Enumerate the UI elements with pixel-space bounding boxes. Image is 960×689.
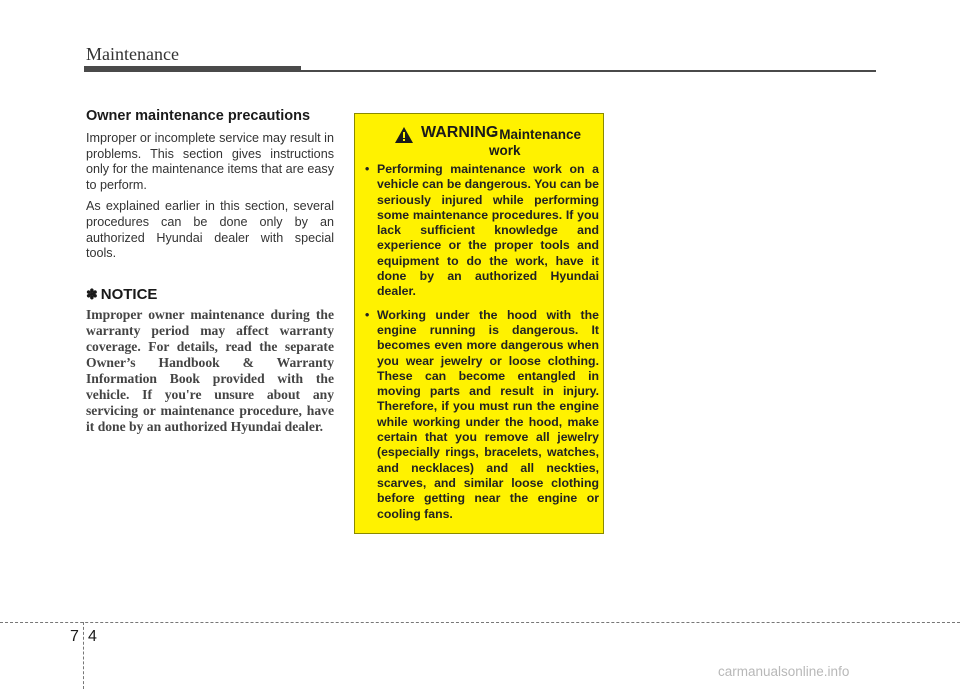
header-rule-thick xyxy=(84,66,301,72)
page-number: 4 xyxy=(88,628,97,645)
section-title: Owner maintenance precautions xyxy=(86,108,311,124)
notice-label: NOTICE xyxy=(100,285,158,303)
warning-triangle-icon xyxy=(395,127,413,143)
chapter-number: 7 xyxy=(70,628,79,645)
warning-subtitle: - Maintenance xyxy=(491,127,582,142)
notice-heading xyxy=(86,286,334,303)
intro-paragraph: Improper or incomplete service may result in problems. This section gives instructions only for the maintenance items that are easy to perform. xyxy=(86,131,334,192)
page-header-title: Maintenance xyxy=(86,44,179,64)
footer-rule xyxy=(0,622,960,623)
warning-subtitle-line2: work xyxy=(489,143,521,158)
bullet-glyph: • xyxy=(365,307,370,322)
notice-icon: ✽ xyxy=(86,285,98,302)
left-column xyxy=(86,108,334,435)
notice-text: Improper owner maintenance during the warranty period may affect warranty coverage. For details, read the separate Owner’s Handbook & Warranty Information Book provided with the vehicle. If you're unsure about any servicing or maintenance procedure, have it done by an authorized Hyundai dealer. xyxy=(86,306,334,434)
warning-box xyxy=(354,113,604,534)
watermark: carmanualsonline.info xyxy=(718,664,850,679)
footer-divider xyxy=(83,622,84,689)
warning-item xyxy=(361,162,599,300)
warning-item-text: Performing maintenance work on a vehicle can be dangerous. You can be seriously injured while performing some maintenance procedures. If you lack sufficient knowledge and experience or the proper tools and equipment to do the work, have it done by an authorized Hyundai dealer. xyxy=(377,162,599,299)
bullet-glyph: • xyxy=(365,162,370,176)
header-rule-thin xyxy=(300,70,876,72)
warning-list xyxy=(361,162,599,530)
warning-label: WARNING xyxy=(421,124,499,141)
warning-item xyxy=(361,308,599,522)
dealer-paragraph: As explained earlier in this section, several procedures can be done only by an authorized Hyundai dealer with special tools. xyxy=(86,199,334,261)
warning-item-text: Working under the hood with the engine running is dangerous. It becomes even more dangerous when you wear jewelry or loose clothing. These can become entangled in moving parts and result in injury. Therefore, if you must run the engine while working under the hood, make certain that you remove all jewelry (especially rings, bracelets, watches, and necklaces) and all neckties, scarves, and similar loose clothing before getting near the engine or cooling fans. xyxy=(377,307,599,521)
